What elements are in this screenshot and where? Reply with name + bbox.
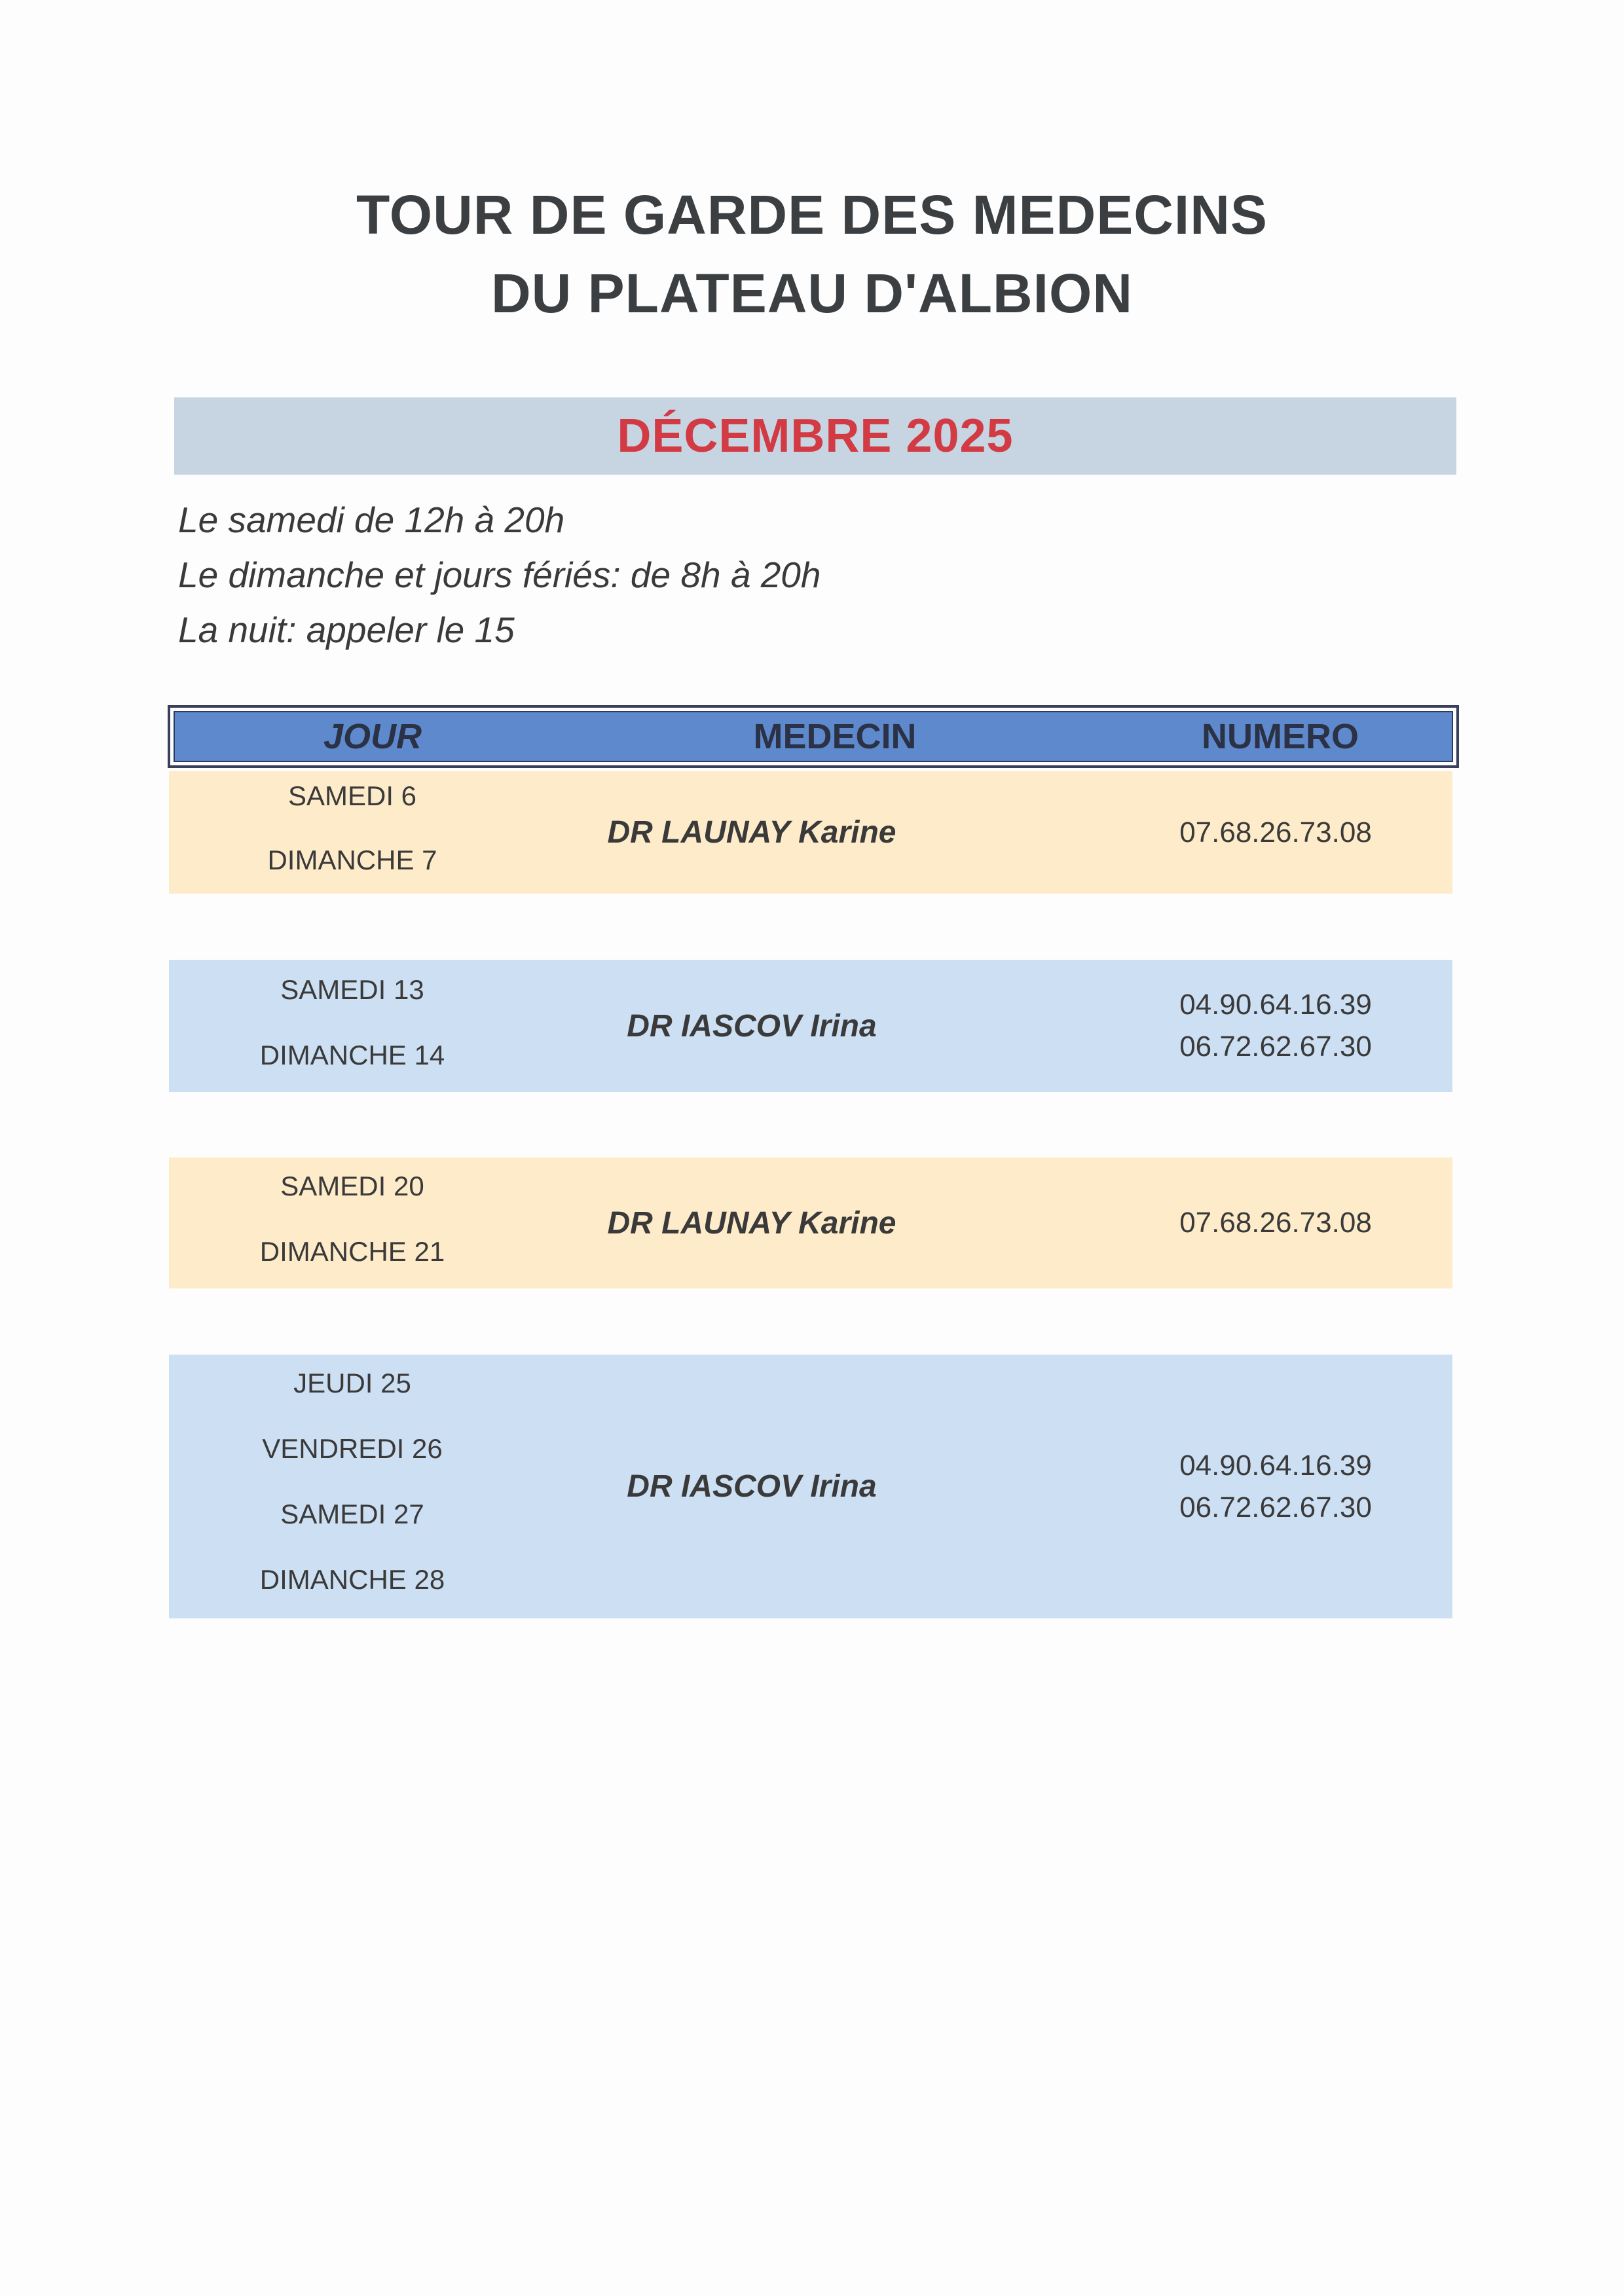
doctor-name: DR LAUNAY Karine bbox=[607, 815, 896, 850]
day-label: DIMANCHE 14 bbox=[259, 1040, 445, 1070]
day-label: SAMEDI 6 bbox=[287, 780, 417, 811]
day-label: SAMEDI 13 bbox=[280, 974, 424, 1005]
doctor-name: DR IASCOV Irina bbox=[627, 1008, 877, 1044]
hours-saturday: Le samedi de 12h à 20h bbox=[178, 500, 565, 540]
phone-number: 07.68.26.73.08 bbox=[1179, 816, 1372, 848]
month-banner bbox=[174, 397, 1456, 475]
header-jour: JOUR bbox=[323, 717, 422, 756]
hours-sunday-holidays: Le dimanche et jours fériés: de 8h à 20h bbox=[178, 555, 821, 595]
phone-number: 06.72.62.67.30 bbox=[1179, 1491, 1372, 1523]
phone-number: 07.68.26.73.08 bbox=[1179, 1207, 1372, 1239]
phone-numbers bbox=[1112, 960, 1439, 1092]
phone-numbers bbox=[1112, 771, 1439, 894]
phone-number: 04.90.64.16.39 bbox=[1179, 989, 1372, 1021]
page-title-line-1: TOUR DE GARDE DES MEDECINS bbox=[356, 184, 1268, 246]
row-days bbox=[175, 1157, 529, 1288]
phone-number: 06.72.62.67.30 bbox=[1179, 1030, 1372, 1063]
schedule-row bbox=[169, 1157, 1452, 1288]
schedule-row bbox=[169, 1355, 1452, 1618]
opening-hours bbox=[178, 492, 821, 657]
day-label: JEUDI 25 bbox=[293, 1368, 411, 1398]
day-label: DIMANCHE 7 bbox=[267, 845, 437, 875]
page-title-line-2: DU PLATEAU D'ALBION bbox=[490, 263, 1134, 324]
phone-numbers bbox=[1112, 1355, 1439, 1618]
row-days bbox=[175, 771, 529, 894]
doctor-name: DR LAUNAY Karine bbox=[607, 1205, 896, 1241]
day-label: SAMEDI 20 bbox=[280, 1171, 424, 1201]
header-numero: NUMERO bbox=[1202, 717, 1359, 756]
page-title bbox=[0, 175, 1624, 333]
schedule-row bbox=[169, 771, 1452, 894]
phone-number: 04.90.64.16.39 bbox=[1179, 1449, 1372, 1482]
phone-numbers bbox=[1112, 1157, 1439, 1288]
day-label: SAMEDI 27 bbox=[280, 1499, 424, 1529]
header-medecin: MEDECIN bbox=[753, 717, 917, 756]
hours-night: La nuit: appeler le 15 bbox=[178, 610, 515, 650]
row-days bbox=[175, 1355, 529, 1618]
month-label: DÉCEMBRE 2025 bbox=[617, 410, 1014, 462]
table-header bbox=[168, 705, 1459, 768]
schedule-row bbox=[169, 960, 1452, 1092]
row-days bbox=[175, 960, 529, 1092]
day-label: DIMANCHE 21 bbox=[259, 1236, 445, 1267]
day-label: VENDREDI 26 bbox=[262, 1433, 443, 1464]
doctor-name: DR IASCOV Irina bbox=[627, 1469, 877, 1504]
day-label: DIMANCHE 28 bbox=[259, 1564, 445, 1595]
